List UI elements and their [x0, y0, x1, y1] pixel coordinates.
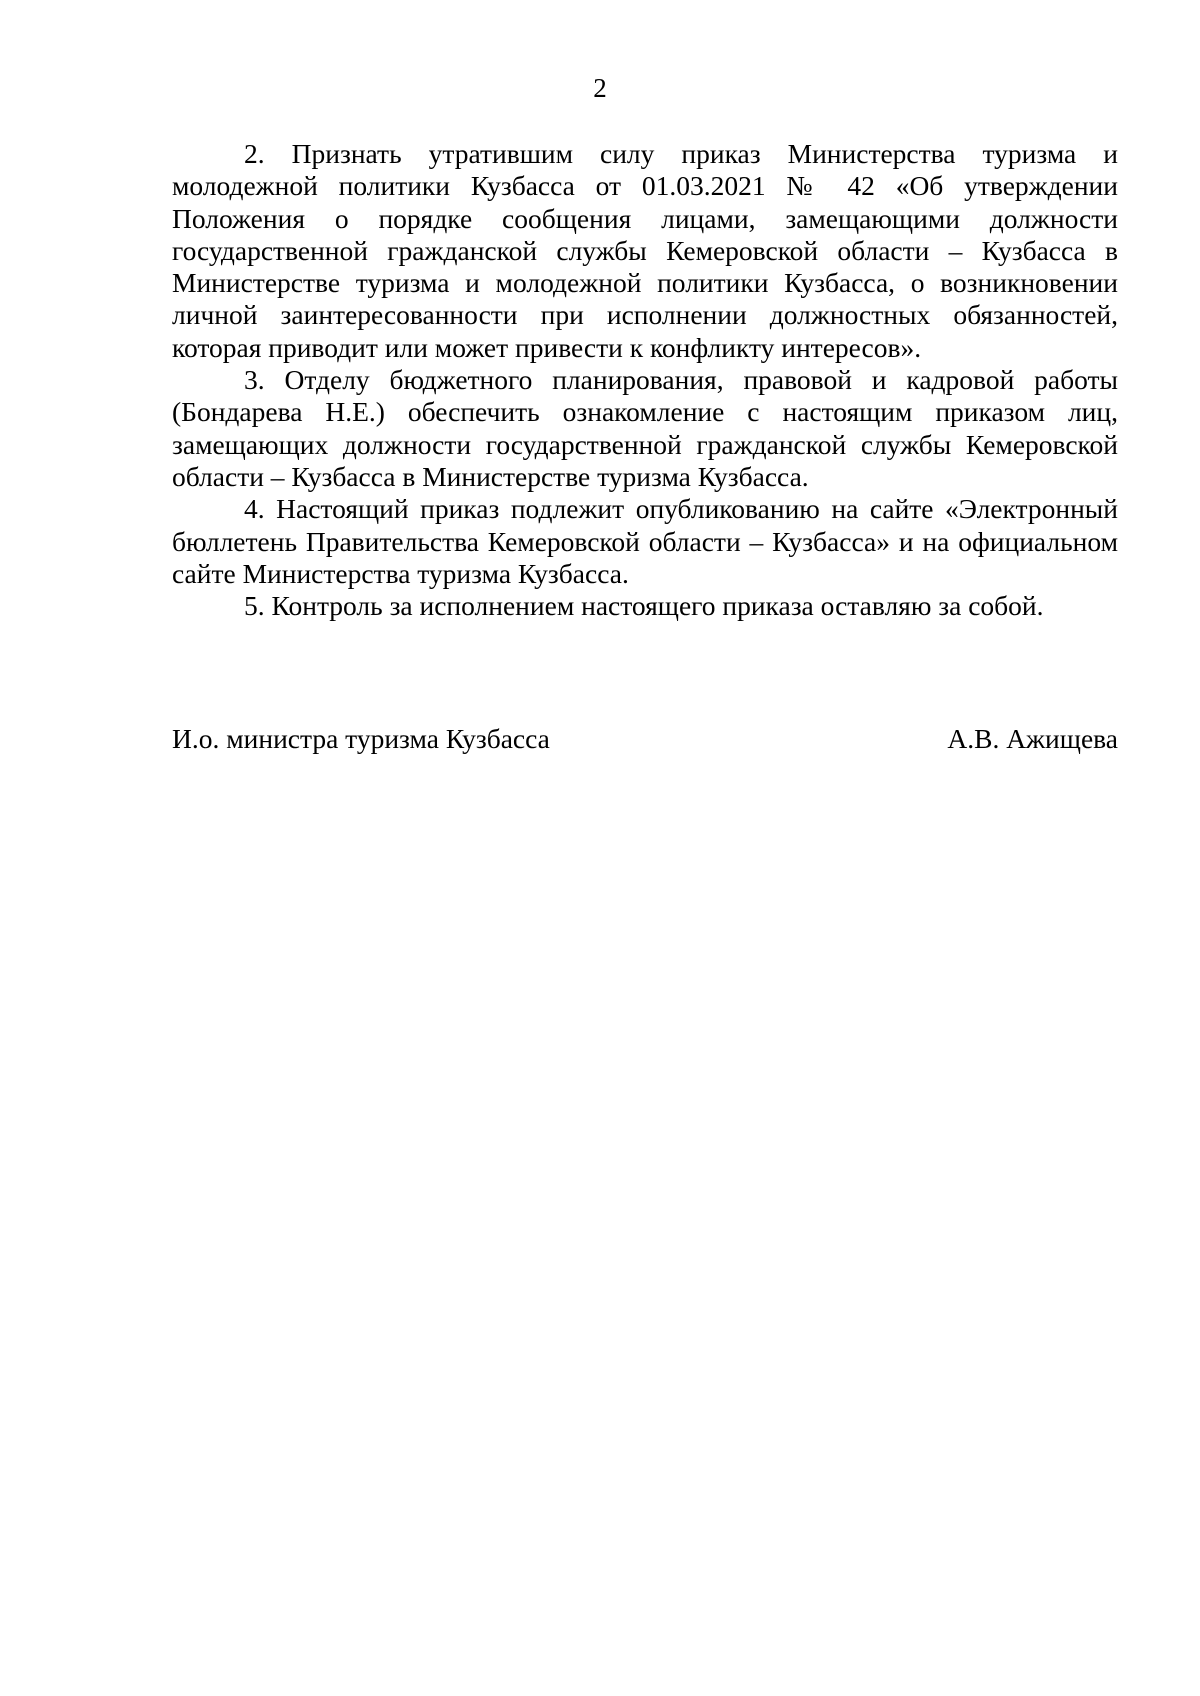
paragraph-4-publication: 4. Настоящий приказ подлежит опубликованию на сайте «Электронный бюллетень Правительства Кемеровской области – Кузбасса» и на официальном сайте Министерства туризма Кузбасса. [172, 493, 1118, 589]
paragraph-2-repeal-order: 2. Признать утратившим силу приказ Министерства туризма и молодежной политики Кузбасса от 01.03.2021 № 42 «Об утверждении Положения о порядке сообщения лицами, замещающими должности государственной гражданской службы Кемеровской области – Кузбасса в Министерстве туризма и молодежной политики Кузбасса, о возникновении личной заинтересованности при исполнении должностных обязанностей, которая приводит или может привести к конфликту интересов». [172, 138, 1118, 363]
paragraph-5-control: 5. Контроль за исполнением настоящего приказа оставляю за собой. [244, 590, 1044, 622]
paragraph-3-familiarization: 3. Отделу бюджетного планирования, правовой и кадровой работы (Бондарева Н.Е.) обеспечить ознакомление с настоящим приказом лиц, замещающих должности государственной гражданской службы Кемеровской области – Кузбасса в Министерстве туризма Кузбасса. [172, 364, 1118, 492]
document-body [172, 138, 1118, 622]
signatory-name: А.В. Ажищева [947, 723, 1118, 754]
page-number: 2 [593, 73, 607, 103]
signatory-position: И.о. министра туризма Кузбасса [172, 723, 550, 754]
signature-block [172, 723, 1118, 755]
